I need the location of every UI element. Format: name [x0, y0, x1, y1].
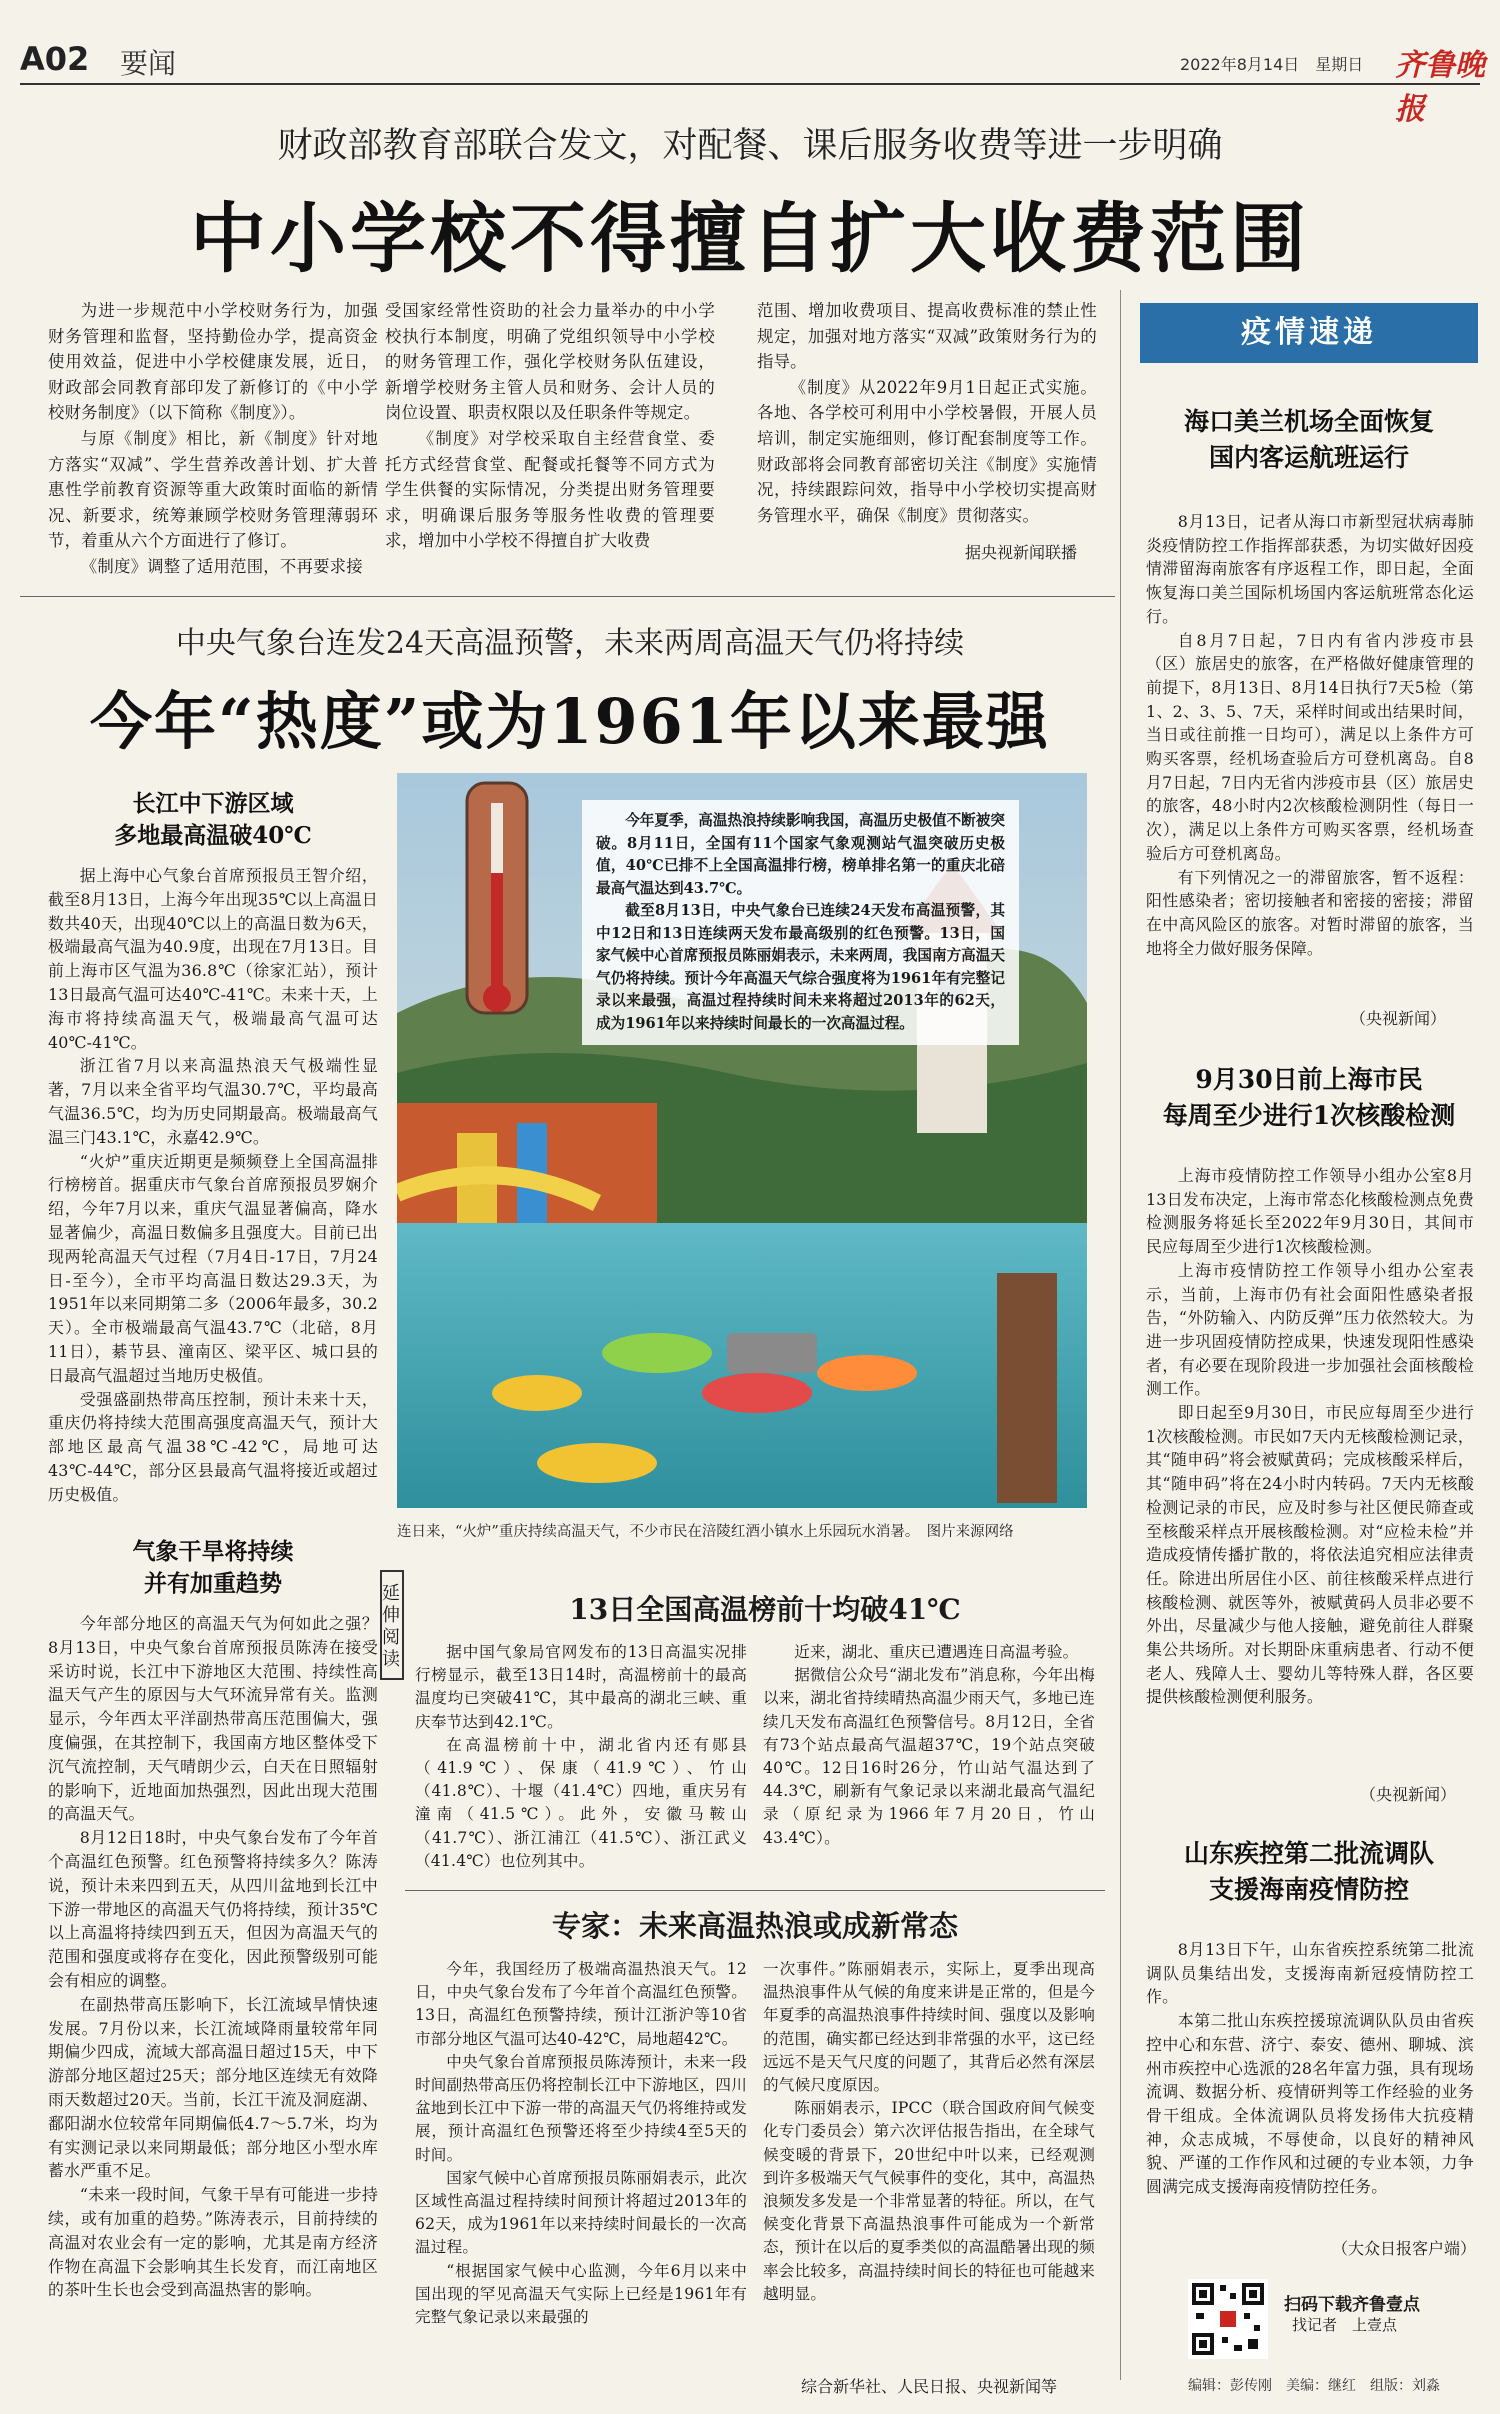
story2-kicker: 中央气象台连发24天高温预警，未来两周高温天气仍将持续	[175, 626, 965, 661]
sidebar-item-2-source: （央视新闻）	[1359, 1785, 1456, 1804]
story4-headline: 专家：未来高温热浪或成新常态	[551, 1909, 958, 1943]
paragraph: 《制度》对学校采取自主经营食堂、委托方式经营食堂、配餐或托餐等不同方式为学生供餐的实际情况，分类提出财务管理要求，明确课后服务等服务性收费的管理要求，增加中小学校不得擅自扩大收费	[385, 428, 715, 551]
story2-headline: 今年“热度”或为1961年以来最强	[90, 685, 1050, 758]
paragraph: “火炉”重庆近期更是频频登上全国高温排行榜榜首。据重庆市气象台首席预报员罗娴介绍，今年7月以来，重庆气温显著偏高，降水显著偏少，高温日数偏多且强度大。目前已出现两轮高温天气过程（7月4日-17日，7月24日-至今），全市平均高温日数达29.3天，为1951年以来同期第二多（2006年最多，30.2天）。全市极端最高气温43.7℃（北碚，8月11日），綦节县、潼南区、梁平区、城口县的日最高气温超过当地历史极值。	[48, 1151, 378, 1385]
subhead-line: 多地最高温破40℃	[114, 822, 312, 849]
paragraph: 据上海中心气象台首席预报员王智介绍，截至8月13日，上海今年出现35℃以上高温日数共40天，出现40℃以上的高温日数为6天，极端最高气温为40.9度，出现在7月13日。目前上海市区气温为36.8℃（徐家汇站），预计13日最高气温可达40℃-41℃。未来十天，上海市将持续高温天气，极端最高气温可达40℃-41℃。	[48, 866, 378, 1052]
page-code: A02	[20, 40, 90, 78]
sidebar-item-2-headline	[1140, 1062, 1478, 1134]
story1-col3	[757, 298, 1097, 528]
paragraph: 与原《制度》相比，新《制度》针对地方落实“双减”、学生营养改善计划、扩大普惠性学前教育资源等重大政策时面临的新情况、新要求，统筹兼顾学校财务管理薄弱环节，着重从六个方面进行了修订。	[48, 428, 378, 551]
story4-source: 综合新华社、人民日报、央视新闻等	[800, 2377, 1057, 2396]
story2-subhead-2	[48, 1536, 378, 1600]
subhead-line: 气象干旱将持续	[132, 1538, 294, 1565]
story3-col2	[763, 1641, 1095, 1850]
paragraph: 在高温榜前十中，湖北省内还有郧县（41.9℃）、保康（41.9℃）、竹山（41.8℃）、十堰（41.4℃）四地，重庆另有潼南（41.5℃）。此外，安徽马鞍山（41.7℃）、浙江浦江（41.5℃）、浙江武义（41.4℃）也位列其中。	[415, 1735, 747, 1870]
paragraph: 今年，我国经历了极端高温热浪天气。12日，中央气象台发布了今年首个高温红色预警。13日，高温红色预警持续，预计江浙沪等10省市部分地区气温可达40-42℃，局地超42℃。	[415, 1960, 747, 2048]
paragraph: 范围、增加收费项目、提高收费标准的禁止性规定，加强对地方落实“双减”政策财务行为的指导。	[757, 301, 1097, 372]
paragraph: 上海市疫情防控工作领导小组办公室8月13日发布决定，上海市常态化核酸检测点免费检测服务将延长至2022年9月30日，其间市民应每周至少进行1次核酸检测。	[1146, 1166, 1474, 1257]
paragraph: 国家气候中心首席预报员陈丽娟表示，此次区域性高温过程持续时间预计将超过2013年的62天，成为1961年以来持续时间最长的一次高温过程。	[415, 2168, 747, 2257]
masthead-rule	[20, 83, 1480, 85]
paragraph: 今年部分地区的高温天气为何如此之强？8月13日，中央气象台首席预报员陈涛在接受采访时说，长江中下游地区大范围、持续性高温天气产生的原因与大气环流异常有关。监测显示，今年西太平洋副热带高压范围偏大，强度偏强，在其控制下，我国南方地区整体受下沉气流控制，天气晴朗少云，白天在日照辐射的影响下，近地面加热强烈，因此出现大范围的高温天气。	[48, 1614, 378, 1824]
paragraph: 受强盛副热带高压控制，预计未来十天，重庆仍将持续大范围高强度高温天气，预计大部地区最高气温38℃-42℃，局地可达43℃-44℃，部分区县最高气温将接近或超过历史极值。	[48, 1389, 378, 1504]
story-divider	[20, 596, 1115, 597]
headline-line: 每周至少进行1次核酸检测	[1162, 1101, 1456, 1130]
paper-logo: 齐鲁晚报	[1395, 48, 1485, 127]
story2-left-part1	[48, 864, 378, 1507]
paragraph: 《制度》调整了适用范围，不再要求接	[80, 556, 363, 576]
photo-caption: 连日来，“火炉”重庆持续高温天气，不少市民在涪陵红酒小镇水上乐园玩水消暑。 图片来源网络	[397, 1524, 1014, 1540]
sidebar-title: 疫情速递	[1140, 303, 1478, 363]
paragraph: 近来，湖北、重庆已遭遇连日高温考验。	[794, 1643, 1079, 1661]
qr-caption-2: 找记者 上壹点	[1292, 2316, 1398, 2334]
story2-subhead-1	[48, 788, 378, 852]
paragraph: 8月13日，记者从海口市新型冠状病毒肺炎疫情防控工作指挥部获悉，为切实做好因疫情滞留海南旅客有序返程工作，即日起，全面恢复海口美兰国际机场国内客运航班常态化运行。	[1146, 512, 1474, 626]
paragraph: 受国家经常性资助的社会力量举办的中小学校执行本制度，明确了党组织领导中小学校的财务管理工作，强化学校财务队伍建设，新增学校财务主管人员和财务、会计人员的岗位设置、职责权限以及任职条件等规定。	[385, 301, 715, 423]
extended-reading-label: 延伸阅读	[380, 1570, 404, 1680]
masthead	[0, 0, 1500, 127]
paragraph: 8月12日18时，中央气象台发布了今年首个高温红色预警。红色预警将持续多久？陈涛说，预计未来四到五天，从四川盆地到长江中下游一带地区的高温天气仍将持续，预计35℃以上高温将持续四到五天，但因为高温天气的范围和强度或将存在变化，因此预警级别可能会有相应的调整。	[48, 1828, 378, 1990]
paragraph: 自8月7日起，7日内有省内涉疫市县（区）旅居史的旅客，在严格做好健康管理的前提下，8月13日、8月14日执行7天5检（第1、2、3、5、7天，采样时间或出结果时间，当日或往前推一日均可），满足以上条件方可购买客票，经机场查验后方可登机离岛。自8月7日起，7日内无省内涉疫市县（区）旅居史的旅客，48小时内2次核酸检测阴性（每日一次），满足以上条件方可购买客票，经机场查验后方可登机离岛。	[1146, 630, 1474, 863]
headline-line: 支援海南疫情防控	[1208, 1875, 1409, 1904]
paragraph: 陈丽娟表示，IPCC（联合国政府间气候变化专门委员会）第六次评估报告指出，在全球气候变暖的背景下，20世纪中叶以来，已经观测到许多极端天气气候事件的变化，其中，高温热浪频发多发是一个非常显著的特征。所以，在气候变化背景下高温热浪事件可能成为一个新常态，预计在以后的夏季类似的高温酷暑出现的频率会比较多，高温持续时间长的特征也可能越来越明显。	[763, 2099, 1095, 2303]
story-divider	[405, 1890, 1105, 1891]
paragraph: 浙江省7月以来高温热浪天气极端性显著，7月以来全省平均气温30.7℃，平均最高气温36.5℃，均为历史同期最高。极端最高气温三门43.1℃，永嘉42.9℃。	[48, 1056, 378, 1147]
paragraph: 有下列情况之一的滞留旅客，暂不返程：阳性感染者；密切接触者和密接的密接；滞留在中高风险区的旅客。对暂时滞留的旅客，当地将全力做好服务保障。	[1146, 867, 1474, 958]
sidebar-item-1-headline	[1140, 404, 1478, 476]
story3-headline: 13日全国高温榜前十均破41℃	[569, 1593, 961, 1626]
sidebar-item-3-source: （大众日报客户端）	[1331, 2239, 1476, 2258]
sidebar-item-3-body	[1146, 1938, 1474, 2199]
sidebar-item-1-body	[1146, 510, 1474, 960]
photo-caption-box	[582, 800, 1019, 1045]
story1-source: 据央视新闻联播	[964, 543, 1077, 562]
qr-caption: 扫码下载齐鲁壹点	[1284, 2295, 1420, 2315]
story3-col1	[415, 1641, 747, 1873]
story1-col1	[48, 298, 378, 580]
paragraph: 为进一步规范中小学校财务行为，加强财务管理和监督，坚持勤俭办学，提高资金使用效益，促进中小学校健康发展，近日，财政部会同教育部印发了新修订的《中小学校财务制度》（以下简称《制度》）。	[48, 301, 378, 423]
paragraph: 截至8月13日，中央气象台已连续24天发布高温预警，其中12日和13日连续两天发布最高级别的红色预警。13日，国家气候中心首席预报员陈丽娟表示，未来两周，我国南方高温天气仍将持续。预计今年高温天气综合强度将为1961年有完整记录以来最强，高温过程持续时间未来将超过2013年的62天，成为1961年以来持续时间最长的一次高温过程。	[596, 902, 1005, 1032]
subhead-line: 并有加重趋势	[144, 1570, 282, 1597]
paragraph: “未来一段时间，气象干旱有可能进一步持续，或有加重的趋势。”陈涛表示，目前持续的高温对农业会有一定的影响，尤其是南方经济作物在高温下会影响其生长发育，而江南地区的茶叶生长也会受到高温热害的影响。	[48, 2185, 378, 2300]
story1-headline: 中小学校不得擅自扩大收费范围	[190, 194, 1310, 283]
editor-credits: 编辑：彭传刚 美编：继红 组版：刘淼	[1188, 2378, 1440, 2394]
paragraph: 8月13日下午，山东省疾控系统第二批流调队员集结出发，支援海南新冠疫情防控工作。	[1146, 1940, 1474, 2007]
story1-kicker: 财政部教育部联合发文，对配餐、课后服务收费等进一步明确	[277, 126, 1223, 166]
paragraph: 即日起至9月30日，市民应每周至少进行1次核酸检测。市民如7天内无核酸检测记录，其“随申码”将会被赋黄码；完成核酸采样后，其“随申码”将在24小时内转码。7天内无核酸检测记录的市民，应及时参与社区便民筛查或至核酸采样点开展核酸检测。对“应检未检”并造成疫情传播扩散的，将依法追究相应法律责任。除进出所居住小区、前往核酸采样点进行核酸检测、就医等外，被赋黄码人员非必要不外出，尽量减少与他人接触，避免前往人群聚集公共场所。对长期卧床重病患者、行动不便老人、残障人士、婴幼儿等特殊人群，各区要提供核酸检测便利服务。	[1146, 1403, 1474, 1707]
paragraph: 《制度》从2022年9月1日起正式实施。各地、各学校可利用中小学校暑假，开展人员培训，制定实施细则，修订配套制度等工作。财政部将会同教育部密切关注《制度》实施情况，持续跟踪问效，指导中小学校切实提高财务管理水平，确保《制度》贯彻落实。	[757, 377, 1097, 525]
page-section: 要闻	[120, 47, 177, 80]
story4-col2	[763, 1958, 1095, 2306]
headline-line: 山东疾控第二批流调队	[1183, 1839, 1434, 1868]
story4-col1	[415, 1958, 747, 2329]
column-divider	[1120, 290, 1121, 2380]
subhead-line: 长江中下游区域	[132, 790, 294, 817]
paragraph: 上海市疫情防控工作领导小组办公室表示，当前，上海市仍有社会面阳性感染者报告，“外防输入、内防反弹”压力依然较大。为进一步巩固疫情防控成果，快速发现阳性感染者，有必要在现阶段进一步加强社会面核酸检测工作。	[1146, 1260, 1474, 1399]
headline-line: 国内客运航班运行	[1208, 443, 1409, 472]
headline-line: 9月30日前上海市民	[1195, 1065, 1423, 1094]
sidebar-item-2-body	[1146, 1164, 1474, 1709]
story2-left-part2	[48, 1612, 378, 2302]
paragraph: 据微信公众号“湖北发布”消息称，今年出梅以来，湖北省持续晴热高温少雨天气，多地已连续几天发布高温红色预警信号。8月12日，全省有73个站点最高气温超37℃，19个站点突破40℃。12日16时26分，竹山站气温达到了44.3℃，刷新有气象记录以来湖北最高气温纪录（原纪录为1966年7月20日，竹山43.4℃）。	[763, 1666, 1095, 1847]
headline-line: 海口美兰机场全面恢复	[1183, 407, 1434, 436]
paragraph: 本第二批山东疾控援琼流调队队员由省疾控中心和东营、济宁、泰安、德州、聊城、滨州市疾控中心选派的28名年富力强，具有现场流调、数据分析、疫情研判等工作经验的业务骨干组成。全体流调队员将发扬伟大抗疫精神，众志成城，不辱使命，以良好的精神风貌、严谨的工作作风和过硬的专业本领，力争圆满完成支援海南疫情防控任务。	[1146, 2011, 1474, 2197]
issue-date: 2022年8月14日 星期日	[1180, 55, 1364, 74]
paragraph: 据中国气象局官网发布的13日高温实况排行榜显示，截至13日14时，高温榜前十的最高温度均已突破41℃，其中最高的湖北三峡、重庆奉节达到42.1℃。	[415, 1643, 747, 1731]
sidebar-item-1-source: （央视新闻）	[1349, 1009, 1446, 1028]
sidebar-item-3-headline	[1140, 1836, 1478, 1908]
paragraph: 一次事件。”陈丽娟表示，实际上，夏季出现高温热浪事件从气候的角度来讲是正常的，但是今年夏季的高温热浪事件持续时间、强度以及影响的范围，确实都已经达到非常强的水平，这已经远远不是天气尺度的问题了，其背后必然有深层的气候尺度原因。	[763, 1960, 1095, 2095]
paragraph: 在副热带高压影响下，长江流域旱情快速发展。7月份以来，长江流域降雨量较常年同期偏少四成，流域大部高温日超过15天，中下游部分地区超过25天；部分地区连续无有效降雨天数超过20天。当前，长江干流及洞庭湖、鄱阳湖水位较常年同期偏低4.7～5.7米，均为有实测记录以来同期最低；部分地区小型水库蓄水严重不足。	[48, 1994, 378, 2181]
qr-code[interactable]	[1188, 2279, 1268, 2359]
qr-code-icon	[1188, 2279, 1268, 2359]
story1-col2	[385, 298, 715, 554]
paragraph: 今年夏季，高温热浪持续影响我国，高温历史极值不断被突破。8月11日，全国有11个国家气象观测站气温突破历史极值，40℃已排不上全国高温排行榜，榜单排名第一的重庆北碚最高气温达到43.7℃。	[596, 812, 1005, 897]
paragraph: “根据国家气候中心监测，今年6月以来中国出现的罕见高温天气实际上已经是1961年有完整气象记录以来最强的	[415, 2261, 747, 2327]
paragraph: 中央气象台首席预报员陈涛预计，未来一段时间副热带高压仍将控制长江中下游地区，四川盆地到长江中下游一带的高温天气仍将维持或发展，预计高温红色预警还将至少持续4至5天的时间。	[415, 2052, 747, 2164]
